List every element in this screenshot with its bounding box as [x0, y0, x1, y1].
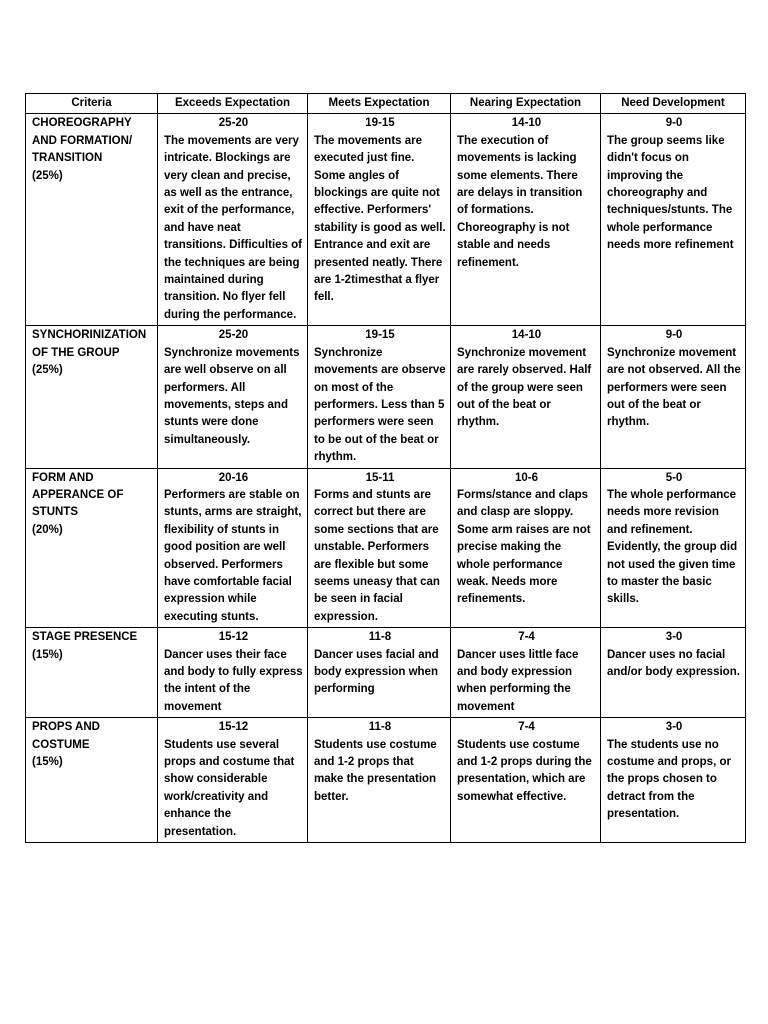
rating-description: Dancer uses no facial and/or body expression. — [607, 648, 740, 678]
rating-cell — [158, 468, 308, 628]
rating-description: The group seems like didn't focus on improving the choreography and techniques/stunts. The whole performance needs more refinement — [607, 134, 734, 252]
rating-cell — [308, 114, 451, 326]
score-range: 25-20 — [218, 117, 249, 130]
criteria-name: STAGE PRESENCE — [32, 631, 138, 644]
rating-description: Students use costume and 1-2 props that make the presentation better. — [314, 738, 437, 803]
rating-description: Performers are stable on stunts, arms are straight, flexibility of stunts in good position are well observed. Performers have comfortable facial expression while executing stunts. — [164, 488, 302, 623]
rating-cell — [451, 468, 601, 628]
score-range: 14-10 — [511, 329, 542, 342]
rating-cell — [158, 718, 308, 843]
criteria-cell — [26, 718, 158, 843]
rating-cell — [601, 718, 746, 843]
score-range: 3-0 — [665, 721, 683, 734]
criteria-cell — [26, 326, 158, 468]
score-range: 25-20 — [218, 329, 249, 342]
criteria-name: CHOREOGRAPHY AND FORMATION/ TRANSITION — [32, 117, 133, 165]
score-range: 20-16 — [218, 471, 249, 484]
rating-description: Dancer uses facial and body expression when performing — [314, 648, 439, 696]
rating-description: Students use several props and costume that show considerable work/creativity and enhance the presentation. — [164, 738, 295, 838]
rating-cell — [158, 326, 308, 468]
rating-cell — [158, 114, 308, 326]
score-range: 14-10 — [511, 117, 542, 130]
table-row — [26, 718, 746, 843]
rating-description: Dancer uses little face and body expression when performing the movement — [457, 648, 579, 713]
score-range: 7-4 — [518, 631, 535, 644]
score-range: 15-12 — [218, 631, 249, 644]
score-range: 11-8 — [368, 631, 392, 644]
header-exceeds: Exceeds Expectation — [158, 94, 308, 114]
rating-description: Synchronize movements are well observe on all performers. All movements, steps and stunts were done simultaneously. — [164, 346, 300, 446]
score-range: 15-12 — [218, 721, 249, 734]
header-nearing: Nearing Expectation — [451, 94, 601, 114]
score-range: 9-0 — [665, 117, 683, 130]
rating-cell — [451, 114, 601, 326]
criteria-name: SYNCHORINIZATION OF THE GROUP — [32, 329, 147, 359]
rating-cell — [451, 326, 601, 468]
rating-cell — [601, 326, 746, 468]
table-row — [26, 628, 746, 718]
criteria-cell — [26, 628, 158, 718]
rating-cell — [308, 468, 451, 628]
rating-description: The execution of movements is lacking some elements. There are delays in transition of formations. Choreography is not stable and needs refinement. — [457, 134, 583, 269]
score-range: 9-0 — [665, 329, 683, 342]
score-range: 3-0 — [665, 631, 683, 644]
criteria-weight: (15%) — [32, 648, 63, 661]
criteria-weight: (25%) — [32, 169, 63, 182]
header-need-development: Need Development — [601, 94, 746, 114]
criteria-weight: (15%) — [32, 756, 63, 769]
rating-cell — [451, 718, 601, 843]
table-row — [26, 468, 746, 628]
score-range: 19-15 — [365, 117, 395, 130]
rating-cell — [158, 628, 308, 718]
score-range: 5-0 — [665, 471, 683, 484]
header-row — [26, 94, 746, 114]
score-range: 7-4 — [518, 721, 535, 734]
table-row — [26, 114, 746, 326]
score-range: 15-11 — [365, 471, 395, 484]
table-row — [26, 326, 746, 468]
criteria-weight: (25%) — [32, 364, 63, 377]
rating-description: Synchronize movements are observe on most of the performers. Less than 5 performers were seen to be out of the beat or rhythm. — [314, 346, 446, 464]
rating-cell — [451, 628, 601, 718]
rating-cell — [601, 468, 746, 628]
header-criteria: Criteria — [26, 94, 158, 114]
rating-cell — [308, 718, 451, 843]
score-range: 10-6 — [514, 471, 539, 484]
rating-description: The whole performance needs more revision and refinement. Evidently, the group did not used the given time to master the basic skills. — [607, 488, 738, 606]
rating-description: The students use no costume and props, or the props chosen to detract from the presentation. — [607, 738, 731, 821]
rating-description: The movements are executed just fine. Some angles of blockings are quite not effective. Performers' stability is good as well. Entrance and exit are presented neatly. There are 1-2timesthat a flyer fell. — [314, 134, 446, 304]
rating-description: Forms and stunts are correct but there are some sections that are unstable. Performers are flexible but some seems uneasy that can be seen in facial expression. — [314, 488, 440, 623]
criteria-cell — [26, 468, 158, 628]
rating-cell — [308, 326, 451, 468]
rating-description: The movements are very intricate. Blockings are very clean and precise, as well as the entrance, exit of the performance, and have neat transitions. Difficulties of the techniques are being maintained during transition. No flyer fell during the performance. — [164, 134, 303, 321]
criteria-weight: (20%) — [32, 523, 63, 536]
score-range: 19-15 — [365, 329, 395, 342]
rating-description: Dancer uses their face and body to fully express the intent of the movement — [164, 648, 303, 713]
criteria-cell — [26, 114, 158, 326]
rating-description: Forms/stance and claps and clasp are sloppy. Some arm raises are not precise making the whole performance weak. Needs more refinements. — [457, 488, 591, 606]
rating-description: Synchronize movement are not observed. All the performers were seen out of the beat or rhythm. — [607, 346, 741, 429]
criteria-name: PROPS AND COSTUME — [32, 721, 100, 751]
rating-cell — [601, 114, 746, 326]
rating-cell — [308, 628, 451, 718]
rating-cell — [601, 628, 746, 718]
header-meets: Meets Expectation — [308, 94, 451, 114]
criteria-name: FORM AND APPERANCE OF STUNTS — [32, 471, 124, 519]
score-range: 11-8 — [368, 721, 392, 734]
rating-description: Students use costume and 1-2 props during the presentation, which are somewhat effective. — [457, 738, 592, 803]
rating-description: Synchronize movement are rarely observed. Half of the group were seen out of the beat or rhythm. — [457, 346, 592, 429]
rubric-table — [25, 93, 746, 843]
